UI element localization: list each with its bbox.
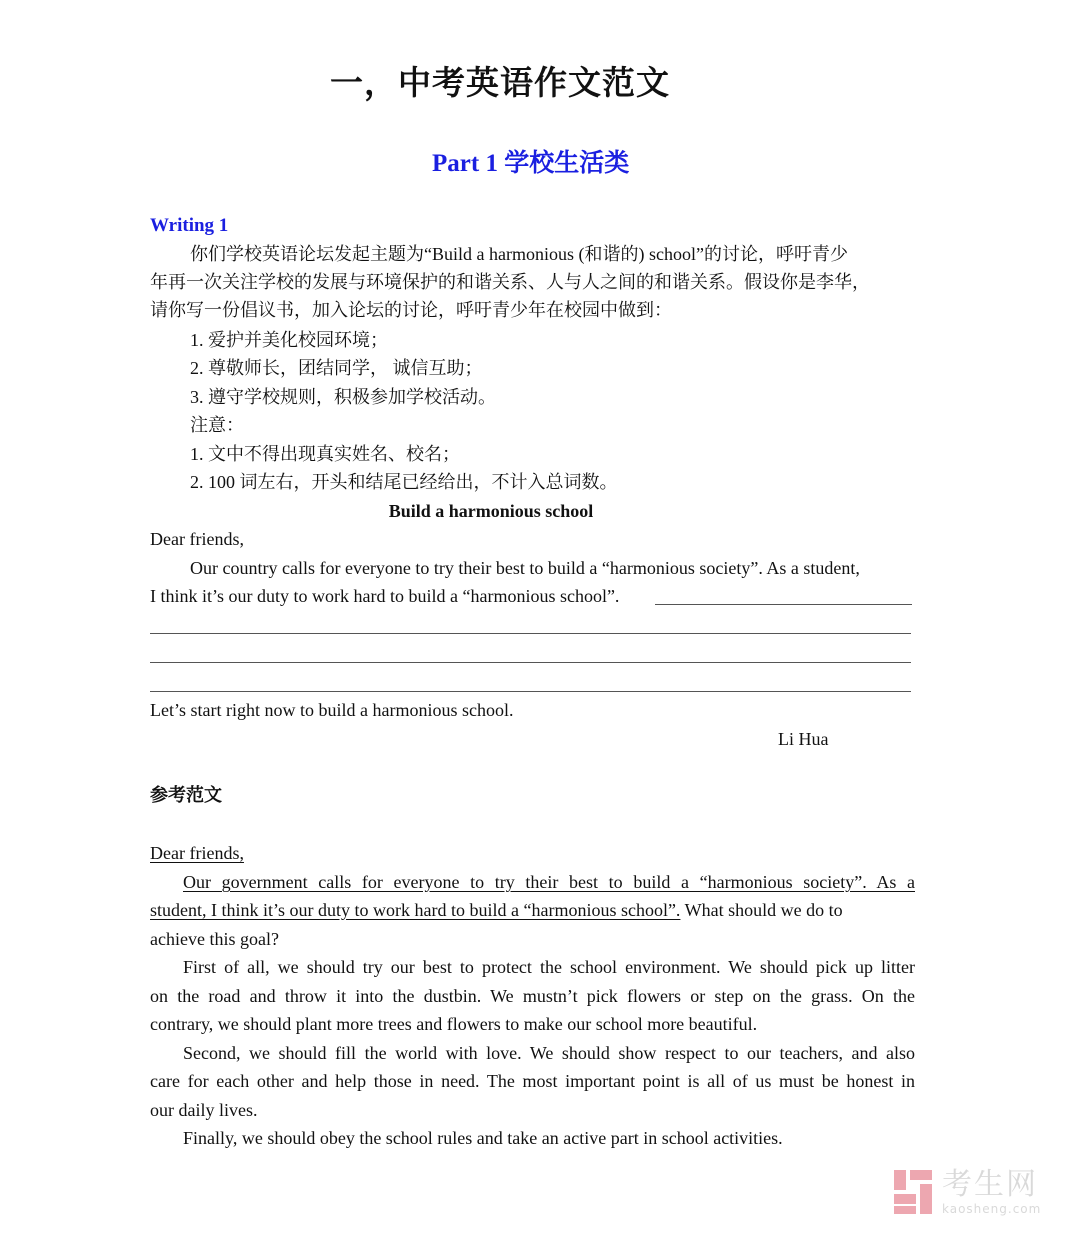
note-item: 2. 100 词左右，开头和结尾已经给出，不计入总词数。: [190, 472, 618, 492]
requirement-item: 3. 遵守学校规则，积极参加学校活动。: [190, 387, 496, 407]
note-label: 注意：: [190, 415, 244, 435]
part-title: Part 1 学校生活类: [432, 150, 630, 177]
reference-line: Finally, we should obey the school rules and take an active part in school activities.: [183, 1128, 783, 1148]
reference-line: care for each other and help those in need. The most important point is all of us must be honest in: [150, 1071, 915, 1091]
reference-line-mixed: [150, 896, 843, 924]
answer-blank-line: [150, 633, 911, 634]
kaosheng-watermark-logo: [892, 1168, 1052, 1218]
prompt-line-1: 你们学校英语论坛发起主题为“Build a harmonious (和谐的) school”的讨论，呼吁青少: [190, 244, 848, 264]
watermark-domain: kaosheng.com: [942, 1202, 1042, 1216]
note-item: 1. 文中不得出现真实姓名、校名；: [190, 444, 460, 464]
essay-title: Build a harmonious school: [388, 501, 594, 521]
prompt-line-3: 请你写一份倡议书，加入论坛的讨论，呼吁青少年在校园中做到：: [150, 300, 672, 320]
requirement-item: 2. 尊敬师长，团结同学， 诚信互助；: [190, 358, 483, 378]
answer-blank-line: [150, 691, 911, 692]
template-opening-line: I think it’s our duty to work hard to build a “harmonious school”.: [150, 586, 620, 606]
reference-line: Second, we should fill the world with love. We should show respect to our teachers, and also: [183, 1043, 915, 1063]
requirement-item: 1. 爱护并美化校园环境；: [190, 330, 388, 350]
reference-line: on the road and throw it into the dustbin. We mustn’t pick flowers or step on the grass. On the: [150, 986, 915, 1006]
answer-blank-line: [150, 662, 911, 663]
reference-greeting: Dear friends,: [150, 843, 244, 863]
reference-underlined-text: student, I think it’s our duty to work hard to build a “harmonious school”.: [150, 900, 681, 920]
reference-line: contrary, we should plant more trees and flowers to make our school more beautiful.: [150, 1014, 758, 1034]
template-signature: Li Hua: [778, 729, 829, 749]
template-opening-line: Our country calls for everyone to try their best to build a “harmonious society”. As a student,: [190, 558, 860, 578]
document-title: 一，中考英语作文范文: [330, 66, 670, 102]
reference-line: Our government calls for everyone to try their best to build a “harmonious society”. As a: [183, 872, 915, 892]
reference-line: our daily lives.: [150, 1100, 258, 1120]
reference-text: What should we do to: [680, 900, 843, 920]
template-closing: Let’s start right now to build a harmonious school.: [150, 700, 514, 720]
reference-line: First of all, we should try our best to protect the school environment. We should pick up litter: [183, 957, 915, 977]
watermark-text: 考生网: [942, 1167, 1038, 1202]
writing-label: Writing 1: [150, 215, 229, 236]
reference-label: 参考范文: [150, 785, 222, 805]
kaosheng-logo-icon: [892, 1168, 936, 1218]
answer-blank-line: [655, 604, 912, 605]
template-greeting: Dear friends,: [150, 529, 244, 549]
reference-line: achieve this goal?: [150, 929, 279, 949]
prompt-line-2: 年再一次关注学校的发展与环境保护的和谐关系、人与人之间的和谐关系。假设你是李华，: [150, 272, 870, 292]
